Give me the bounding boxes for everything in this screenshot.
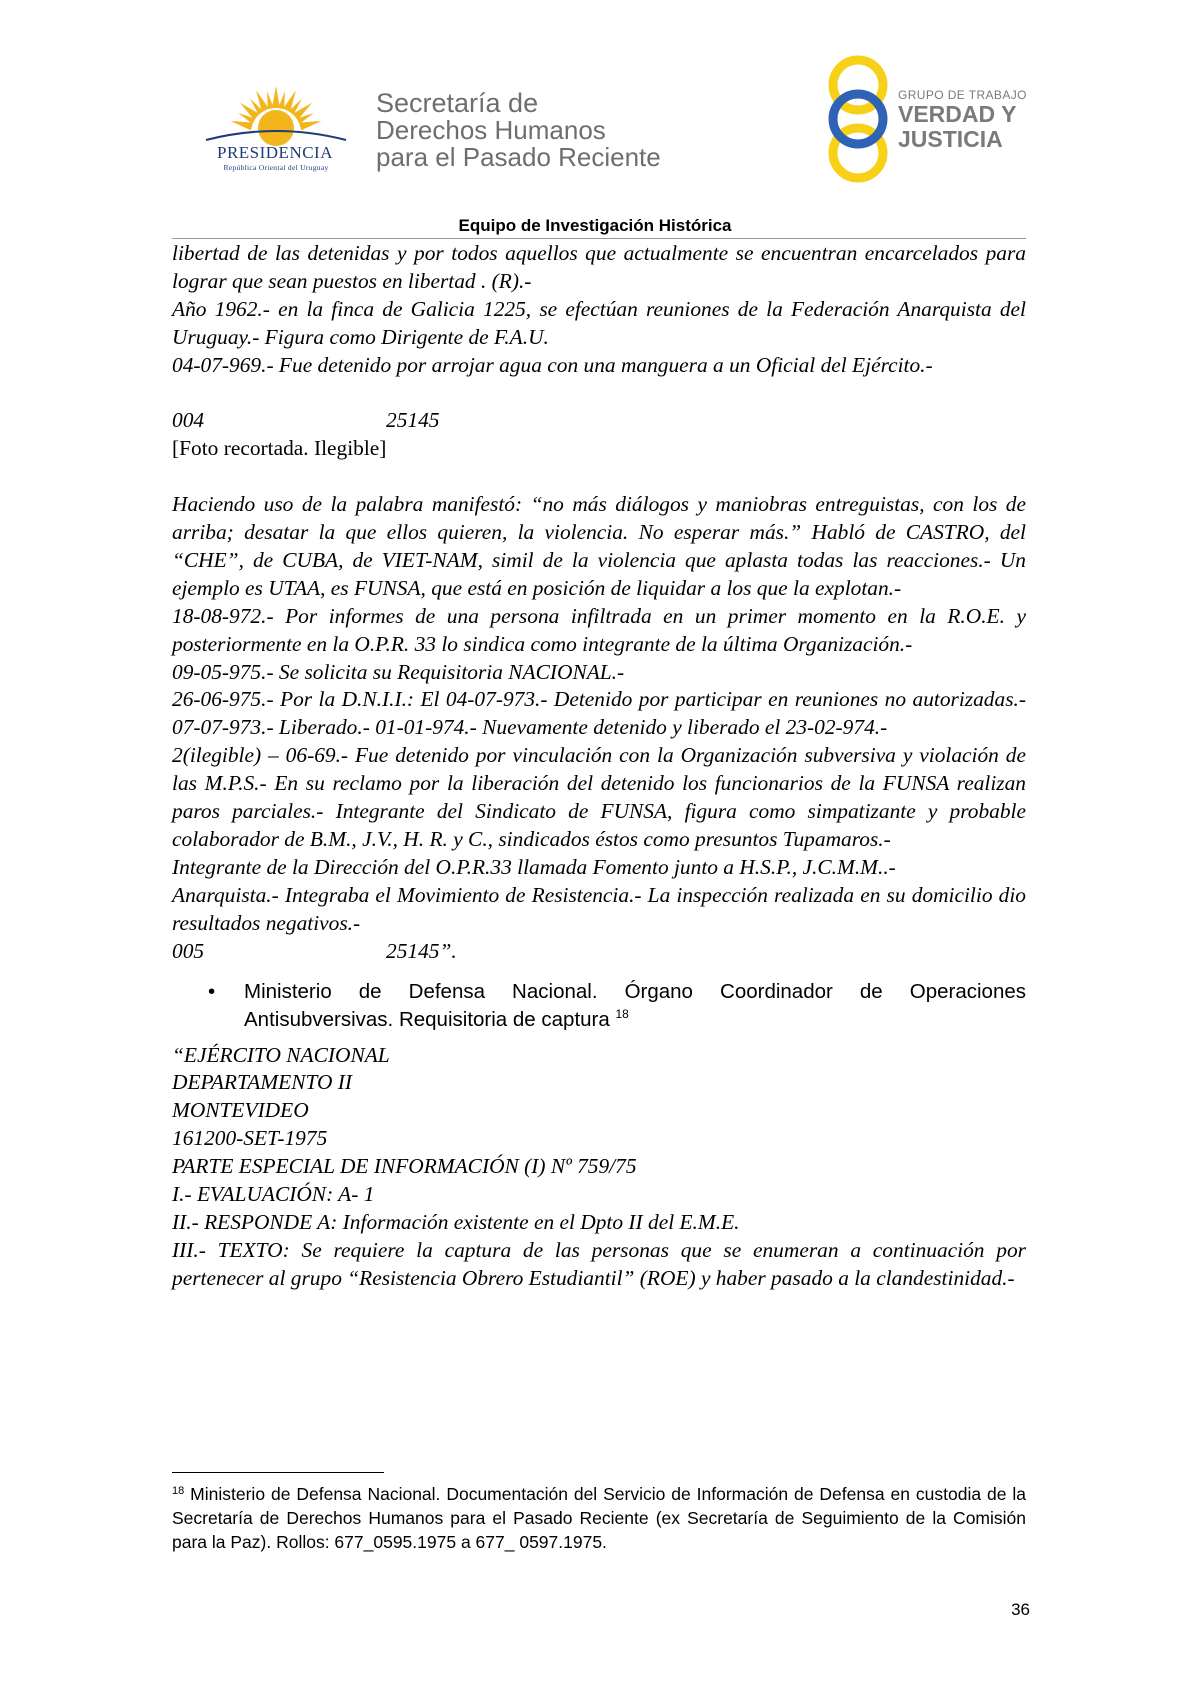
- photo-note: [Foto recortada. Ilegible]: [172, 436, 387, 461]
- paragraph: 18-08-972.- Por informes de una persona infiltrada en un primer momento en la R.O.E. y posteriormente en la O.P.R. 33 lo sindica como integrante de la última Organización.-: [172, 603, 1026, 656]
- secretaria-logo-text: [376, 90, 661, 171]
- reference-number: 25145: [386, 408, 440, 433]
- verdad-label: VERDAD Y: [898, 101, 1017, 127]
- quote-line: I.- EVALUACIÓN: A- 1: [172, 1182, 375, 1207]
- paragraph: 26-06-975.- Por la D.N.I.I.: El 04-07-973.- Detenido por participar en reuniones no autorizadas.- 07-07-973.- Liberado.- 01-01-974.- Nuevamente detenido y liberado el 23-02-974.-: [172, 687, 1026, 740]
- header-team-title: Equipo de Investigación Histórica: [458, 216, 732, 235]
- quote-line: II.- RESPONDE A: Información existente en el Dpto II del E.M.E.: [172, 1209, 740, 1234]
- document-body: [172, 240, 1026, 1293]
- paragraph: Año 1962.- en la finca de Galicia 1225, se efectúan reuniones de la Federación Anarquista del Uruguay.- Figura como Dirigente de F.A.U.: [172, 296, 1026, 349]
- presidencia-subtitle: República Oriental del Uruguay: [223, 163, 329, 172]
- footnote-reference[interactable]: 18: [615, 1006, 629, 1021]
- reference-line: [172, 407, 1026, 435]
- footnote: [172, 1482, 1026, 1554]
- page-number: 36: [1011, 1600, 1030, 1619]
- bullet-text: Ministerio de Defensa Nacional. Órgano Coordinador de Operaciones Antisubversivas. Requisitoria de captura: [244, 979, 1026, 1031]
- footnote-text: Ministerio de Defensa Nacional. Documentación del Servicio de Información de Defensa en custodia de la Secretaría de Derechos Humanos para el Pasado Reciente (ex Secretaría de Seguimiento de la Comisión para la Paz). Rollos: 677_0595.1975 a 677_ 0597.1975.: [172, 1484, 1026, 1552]
- reference-folio: 004: [172, 408, 205, 433]
- blank-line: [172, 463, 1026, 491]
- paragraph: 04-07-969.- Fue detenido por arrojar agua con una manguera a un Oficial del Ejército.-: [172, 352, 933, 377]
- bullet-item: [172, 978, 1026, 1034]
- quote-line: MONTEVIDEO: [172, 1098, 309, 1123]
- paragraph: Haciendo uso de la palabra manifestó: “no más diálogos y maniobras entreguistas, con los de arriba; desatar la que ellos quieren, la violencia. No esperar más.” Habló de CASTRO, del “CHE”, de CUBA, de VIET-NAM, simil de la violencia que aplasta todas las reacciones.- Un ejemplo es UTAA, es FUNSA, que está en posición de liquidar a los que la explotan.-: [172, 492, 1026, 600]
- header-divider: [172, 238, 1026, 239]
- secretaria-line-2: Derechos Humanos: [376, 115, 606, 145]
- quote-line: PARTE ESPECIAL DE INFORMACIÓN (I) Nº 759/75: [172, 1154, 637, 1179]
- verdad-justicia-rings-icon: [820, 55, 896, 183]
- paragraph: 2(ilegible) – 06-69.- Fue detenido por vinculación con la Organización subversiva y violación de las M.P.S.- En su reclamo por la liberación del detenido los funcionarios de la FUNSA realizan paros parciales.- Integrante del Sindicato de FUNSA, figura como simpatizante y probable colaborador de B.M., J.V., H. R. y C., sindicados éstos como presuntos Tupamaros.-: [172, 743, 1026, 851]
- footnote-divider: [172, 1472, 384, 1473]
- reference-line: [172, 938, 1026, 966]
- justicia-label: JUSTICIA: [898, 126, 1003, 152]
- secretaria-line-1: Secretaría de: [376, 88, 539, 118]
- quote-line: 161200-SET-1975: [172, 1126, 328, 1151]
- presidencia-label: PRESIDENCIA: [216, 143, 333, 162]
- footnote-number: 18: [172, 1485, 185, 1497]
- quote-line: “EJÉRCITO NACIONAL: [172, 1042, 390, 1067]
- paragraph: libertad de las detenidas y por todos aquellos que actualmente se encuentran encarcelados para lograr que sean puestos en libertad . (R).-: [172, 241, 1026, 293]
- quote-line: DEPARTAMENTO II: [172, 1070, 353, 1095]
- reference-number: 25145”.: [386, 938, 457, 963]
- grupo-label: GRUPO DE TRABAJO: [898, 88, 1027, 102]
- paragraph: Integrante de la Dirección del O.P.R.33 llamada Fomento junto a H.S.P., J.C.M.M..-: [172, 854, 896, 879]
- paragraph: 09-05-975.- Se solicita su Requisitoria NACIONAL.-: [172, 659, 625, 684]
- blank-line: [172, 380, 1026, 408]
- bullet-dot-icon: •: [208, 979, 216, 1003]
- secretaria-line-3: para el Pasado Reciente: [376, 142, 661, 172]
- quote-line: III.- TEXTO: Se requiere la captura de las personas que se enumeran a continuación por pertenecer al grupo “Resistencia Obrero Estudiantil” (ROE) y haber pasado a la clandestinidad.-: [172, 1237, 1026, 1290]
- reference-folio: 005: [172, 938, 205, 963]
- verdad-justicia-logo-text: [898, 88, 1027, 152]
- paragraph: Anarquista.- Integraba el Movimiento de Resistencia.- La inspección realizada en su domicilio dio resultados negativos.-: [172, 882, 1026, 935]
